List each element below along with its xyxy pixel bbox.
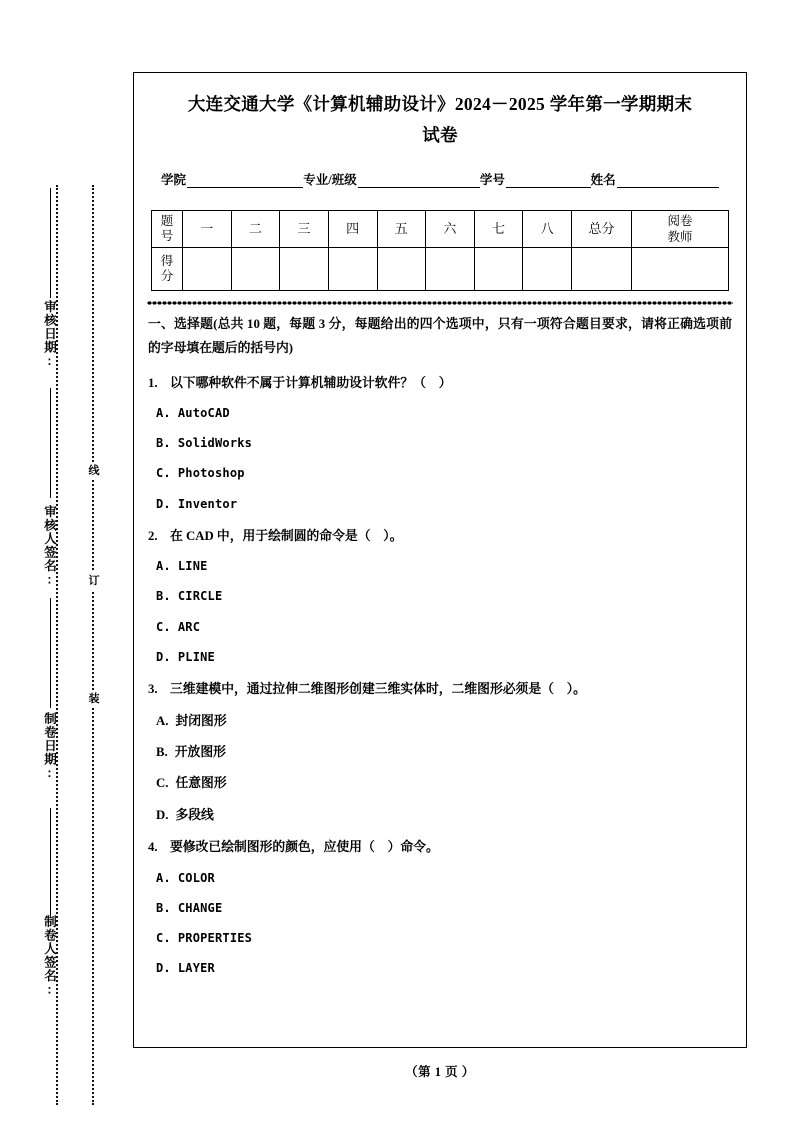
question-4-option-a-text: COLOR	[177, 870, 215, 885]
question-4-option-a[interactable]	[148, 869, 732, 888]
left-margin-strip	[0, 0, 120, 1122]
question-3-option-b-letter: B.	[156, 744, 168, 759]
score-cell-1[interactable]	[183, 248, 232, 291]
score-table	[151, 210, 729, 291]
question-2-option-d-text: PLINE	[177, 649, 215, 664]
question-1-option-c[interactable]	[148, 464, 732, 483]
table-row-scores	[152, 248, 729, 291]
page-title	[151, 89, 729, 150]
question-1	[148, 373, 732, 393]
question-1-option-a-letter: A.	[156, 406, 171, 421]
student-id-input[interactable]	[506, 173, 591, 188]
score-cell-5[interactable]	[377, 248, 426, 291]
college-label: 学院	[161, 173, 187, 188]
score-cell-grader[interactable]	[632, 248, 729, 291]
question-2-option-b[interactable]	[148, 587, 732, 606]
question-3-option-a-letter: A.	[156, 713, 169, 728]
exam-paper-frame	[133, 72, 747, 1048]
score-cell-2[interactable]	[231, 248, 280, 291]
row-header-question-no-char2: 号	[160, 229, 174, 244]
question-3-text: 三维建模中，通过拉伸二维图形创建三维实体时，二维图形必须是（ ）。	[170, 682, 586, 697]
column-header-4: 四	[328, 211, 377, 248]
question-2-option-b-text: CIRCLE	[177, 589, 223, 604]
margin-rule-top	[50, 188, 51, 298]
major-class-label: 专业/班级	[303, 173, 357, 188]
question-2-option-a-letter: A.	[156, 559, 171, 574]
college-input[interactable]	[187, 173, 303, 188]
question-1-option-b[interactable]	[148, 434, 732, 453]
question-1-option-d-text: Inventor	[177, 496, 238, 511]
question-3-option-a-text: 封闭图形	[175, 713, 227, 728]
question-2-option-c-text: ARC	[177, 619, 201, 634]
column-header-total: 总分	[572, 211, 632, 248]
question-1-option-b-text: SolidWorks	[177, 436, 253, 451]
question-3	[148, 679, 732, 699]
question-2-option-c-letter: C.	[156, 619, 171, 634]
section-divider	[147, 301, 733, 305]
question-4-option-a-letter: A.	[156, 870, 171, 885]
student-info-line	[161, 170, 719, 188]
question-4-text: 要修改已绘制图形的颜色，应使用（ ）命令。	[170, 840, 439, 855]
question-2-option-d-letter: D.	[156, 649, 171, 664]
score-cell-6[interactable]	[426, 248, 475, 291]
margin-note-review-date: 审核日期:	[42, 300, 57, 369]
question-2-option-c[interactable]	[148, 618, 732, 637]
question-1-option-a-text: AutoCAD	[177, 406, 230, 421]
margin-note-maker-signature: 制卷人签名:	[42, 915, 57, 998]
question-4-option-b-letter: B.	[156, 901, 171, 916]
question-4-number: 4.	[148, 840, 158, 855]
column-header-3: 三	[280, 211, 329, 248]
row-header-score-char2: 分	[160, 269, 174, 284]
question-1-option-d[interactable]	[148, 495, 732, 514]
question-3-option-d[interactable]	[148, 805, 732, 825]
question-1-option-c-letter: C.	[156, 466, 171, 481]
seal-char-line: 线	[86, 462, 102, 480]
question-2-text: 在 CAD 中，用于绘制圆的命令是（ ）。	[170, 528, 403, 543]
student-id-label: 学号	[479, 173, 505, 188]
question-3-option-c-text: 任意图形	[175, 776, 227, 791]
row-header-score	[152, 248, 183, 291]
question-3-option-b-text: 开放图形	[174, 744, 226, 759]
question-4-option-d[interactable]	[148, 959, 732, 978]
question-3-number: 3.	[148, 682, 158, 697]
column-header-6: 六	[426, 211, 475, 248]
score-cell-3[interactable]	[280, 248, 329, 291]
margin-dotted-line-outer	[56, 185, 58, 1105]
column-header-8: 八	[523, 211, 572, 248]
major-class-input[interactable]	[358, 173, 480, 188]
question-4-option-b-text: CHANGE	[177, 901, 223, 916]
question-3-option-d-text: 多段线	[175, 807, 214, 822]
row-header-question-no-char1: 题	[160, 213, 174, 228]
margin-note-make-date: 制卷日期:	[42, 712, 57, 781]
question-2-number: 2.	[148, 528, 158, 543]
page-title-line2: 试卷	[422, 124, 458, 145]
question-2-option-d[interactable]	[148, 648, 732, 667]
question-3-option-b[interactable]	[148, 742, 732, 762]
section-heading-1: 一、选择题(总共 10 题，每题 3 分，每题给出的四个选项中，只有一项符合题目要求，请将正确选项前的字母填在题后的括号内)	[148, 317, 732, 355]
row-header-question-no	[152, 211, 183, 248]
name-label: 姓名	[590, 173, 616, 188]
question-3-option-a[interactable]	[148, 711, 732, 731]
column-header-grader	[632, 211, 729, 248]
column-header-7: 七	[474, 211, 523, 248]
question-3-option-d-letter: D.	[156, 807, 169, 822]
question-2-option-a-text: LINE	[177, 559, 208, 574]
score-cell-4[interactable]	[328, 248, 377, 291]
name-input[interactable]	[617, 173, 719, 188]
row-header-score-char1: 得	[160, 253, 174, 268]
question-4-option-c[interactable]	[148, 929, 732, 948]
margin-rule-bottom	[50, 808, 51, 918]
table-row-question-numbers	[152, 211, 729, 248]
page-footer: （第 1 页 ）	[405, 1065, 475, 1079]
score-cell-8[interactable]	[523, 248, 572, 291]
margin-rule-mid1	[50, 388, 51, 498]
seal-char-bind: 订	[86, 572, 102, 590]
seal-char-seal: 装	[86, 690, 102, 708]
question-1-option-a[interactable]	[148, 404, 732, 423]
question-2	[148, 526, 732, 546]
question-3-option-c-letter: C.	[156, 776, 169, 791]
question-4-option-c-text: PROPERTIES	[177, 931, 253, 946]
question-4-option-d-text: LAYER	[177, 961, 215, 976]
question-4-option-b[interactable]	[148, 899, 732, 918]
question-2-option-b-letter: B.	[156, 589, 171, 604]
column-header-5: 五	[377, 211, 426, 248]
column-header-1: 一	[183, 211, 232, 248]
score-cell-7[interactable]	[474, 248, 523, 291]
question-4-option-c-letter: C.	[156, 931, 171, 946]
question-1-text: 以下哪种软件不属于计算机辅助设计软件？（ ）	[170, 375, 452, 390]
question-1-option-b-letter: B.	[156, 436, 171, 451]
score-cell-total[interactable]	[572, 248, 632, 291]
exam-content	[147, 313, 733, 978]
question-4	[148, 837, 732, 857]
question-1-number: 1.	[148, 375, 158, 390]
seal-dotted-line	[92, 185, 94, 1105]
column-header-grader-line2: 教师	[667, 230, 693, 245]
margin-note-reviewer-signature: 审核人签名:	[42, 505, 57, 588]
question-4-option-d-letter: D.	[156, 961, 171, 976]
question-1-option-d-letter: D.	[156, 496, 171, 511]
question-1-option-c-text: Photoshop	[177, 466, 245, 481]
column-header-2: 二	[231, 211, 280, 248]
margin-rule-mid2	[50, 598, 51, 708]
page-title-line1: 大连交通大学《计算机辅助设计》2024－2025 学年第一学期期末	[187, 94, 693, 114]
question-2-option-a[interactable]	[148, 557, 732, 576]
question-3-option-c[interactable]	[148, 773, 732, 793]
column-header-grader-line1: 阅卷	[667, 214, 693, 228]
